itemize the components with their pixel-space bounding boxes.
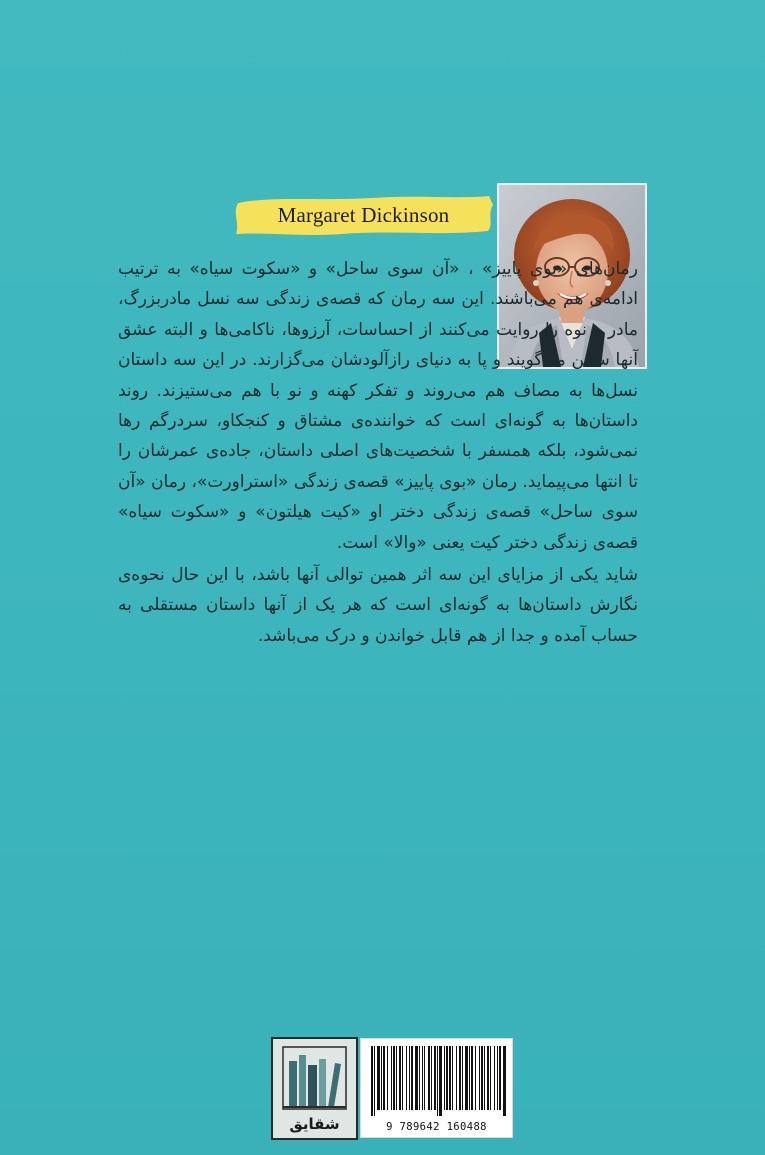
description-paragraph-2: شاید یکی از مزایای این سه اثر همین توالی آنها باشد، با این حال نحوه‌ی نگارش داستان‌ها به گونه‌ای است که هر یک از آنها داستان مستقلی به حساب آمده و جدا از هم قابل خواندن و درک می‌باشد. — [118, 565, 638, 646]
isbn-barcode — [360, 1038, 513, 1138]
description-paragraph-1: رمان‌های «بوی پاییز» ، «آن سوی ساحل» و «سکوت سیاه» به ترتیب ادامه‌ی هم می‌باشند. این سه رمان که قصه‌ی زندگی سه نسل مادربزرگ، مادر و نوه را روایت می‌کنند از احساسات، آرزوها، ناکامی‌ها و البته عشق آنها سخن می‌گویند و پا به دنیای رازآلودشان می‌گزارند. در این سه داستان نسل‌ها به مصاف هم می‌روند و تفکر کهنه و نو با هم می‌ستیزند. روند داستان‌ها به گونه‌ای است که خواننده‌ی مشتاق و کنجکاو، سردرگم رها نمی‌شود، بلکه همسفر با شخصیت‌های اصلی داستان، جاده‌ی عمرشان را تا انتها می‌پیماید. رمان «بوی پاییز» قصه‌ی زندگی «استراورت»، رمان «آن سوی ساحل» قصه‌ی زندگی دختر او «کیت هیلتون» و «سکوت سیاه» قصه‌ی زندگی دختر کیت یعنی «والا» است. — [118, 259, 638, 553]
book-description — [118, 254, 638, 651]
publisher-logo — [271, 1037, 358, 1140]
publisher-name: شقایق — [289, 1115, 340, 1133]
author-name: Margaret Dickinson — [277, 203, 450, 227]
isbn-number: 9 789642 160488 — [386, 1121, 487, 1133]
author-name-highlight — [232, 193, 495, 237]
barcode-icon — [367, 1046, 508, 1116]
